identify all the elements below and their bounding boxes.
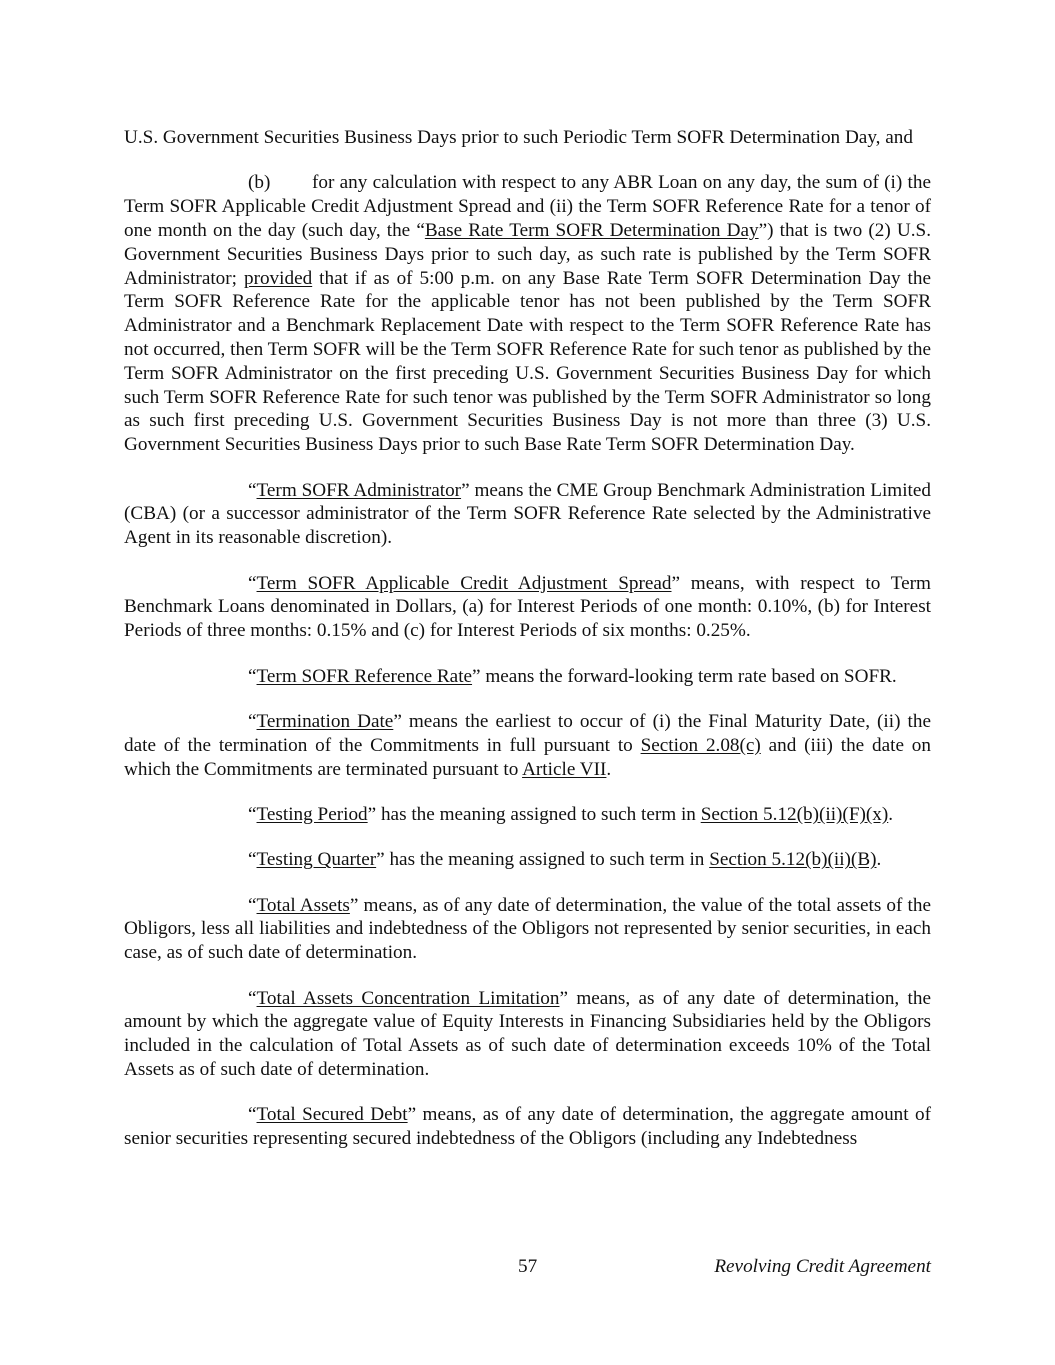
text-run: . [876, 849, 882, 871]
defined-term: provided [243, 267, 313, 289]
text-run: “ [248, 479, 257, 501]
text-run: . [888, 803, 894, 825]
defined-term: Term SOFR Administrator [256, 479, 462, 501]
text-run: ”) that is two (2) U.S. Government Securities Business Days prior to such day, as such rate is published by the Term SOFR Administrator; [124, 219, 931, 289]
text-run: ” means, as of any date of determination, the amount by which the aggregate value of Equity Interests in Financing Subsidiaries held by the Obligors included in the calculation of Total Assets as of such date of determination exceeds 10% of the Total Assets as of such date of determination. [124, 987, 931, 1081]
text-run: . [606, 758, 612, 780]
text-run: ” means, as of any date of determination, the aggregate amount of senior securities representing secured indebtedness of the Obligors (including any Indebtedness [124, 1104, 931, 1150]
text-run: for any calculation with respect to any ABR Loan on any day, the sum of (i) the Term SOFR Applicable Credit Adjustment Spread and (ii) the Term SOFR Reference Rate for a tenor of one month on the day (such day, the “ [124, 172, 931, 241]
paragraph [124, 126, 931, 150]
page-number: 57 [518, 1256, 538, 1277]
paragraph [124, 987, 931, 1082]
text-run: ” has the meaning assigned to such term in [367, 803, 701, 825]
paragraph [124, 1103, 931, 1151]
text-run: “ [248, 665, 257, 687]
text-run: “ [248, 803, 257, 825]
clause-label: (b) [248, 172, 271, 194]
defined-term: Total Assets [256, 894, 350, 916]
text-run: “ [248, 710, 257, 732]
defined-term: Total Assets Concentration Limitation [256, 987, 560, 1009]
document-body [124, 126, 931, 1173]
text-run: U.S. Government Securities Business Days prior to such Periodic Term SOFR Determination Day, and [124, 127, 913, 148]
defined-term: Section 2.08(c) [640, 734, 761, 756]
defined-term: Term SOFR Applicable Credit Adjustment Spread [256, 572, 672, 594]
text-run: ” means the forward-looking term rate based on SOFR. [472, 665, 897, 687]
defined-term: Testing Quarter [256, 849, 377, 871]
text-run: ” means, as of any date of determination, the value of the total assets of the Obligors, less all liabilities and indebtedness of the Obligors not represented by senior securities, in each case, as of such date of determination. [124, 894, 931, 964]
paragraph [124, 848, 931, 872]
text-run: “ [248, 894, 257, 916]
paragraph [124, 572, 931, 643]
paragraph [124, 479, 931, 550]
text-run: “ [248, 849, 257, 871]
defined-term: Section 5.12(b)(ii)(F)(x) [700, 803, 889, 825]
defined-term: Term SOFR Reference Rate [256, 665, 473, 687]
text-run: ” has the meaning assigned to such term in [376, 849, 710, 871]
defined-term: Testing Period [256, 803, 368, 825]
document-title: Revolving Credit Agreement [714, 1256, 931, 1277]
page-footer [124, 1256, 931, 1280]
paragraph [124, 803, 931, 827]
paragraph [124, 171, 931, 457]
defined-term: Termination Date [256, 710, 394, 732]
text-run: and (iii) the date on which the Commitments are terminated pursuant to [124, 734, 931, 780]
defined-term: Base Rate Term SOFR Determination Day [424, 219, 759, 241]
paragraph [124, 665, 931, 689]
text-run: “ [248, 1104, 257, 1126]
text-run: ” means the earliest to occur of (i) the Final Maturity Date, (ii) the date of the termination of the Commitments in full pursuant to [124, 710, 931, 756]
text-run: “ [248, 572, 257, 594]
text-run: that if as of 5:00 p.m. on any Base Rate Term SOFR Determination Day the Term SOFR Reference Rate for the applicable tenor has not been published by the Term SOFR Administrator and a Benchmark Replacement Date with respect to the Term SOFR Reference Rate has not occurred, then Term SOFR will be the Term SOFR Reference Rate for such tenor as published by the Term SOFR Administrator on the first preceding U.S. Government Securities Business Day for which such Term SOFR Reference Rate for such tenor was published by the Term SOFR Administrator so long as such first preceding U.S. Government Securities Business Day is not more than three (3) U.S. Government Securities Business Days prior to such Base Rate Term SOFR Determination Day. [124, 267, 931, 456]
paragraph [124, 894, 931, 965]
defined-term: Section 5.12(b)(ii)(B) [709, 849, 877, 871]
paragraph [124, 710, 931, 781]
defined-term: Total Secured Debt [256, 1104, 408, 1126]
text-run: ” means, with respect to Term Benchmark Loans denominated in Dollars, (a) for Interest Periods of one month: 0.10%, (b) for Interest Periods of three months: 0.15% and (c) for Interest Periods of six months: 0.25%. [124, 572, 931, 642]
text-run: ” means the CME Group Benchmark Administration Limited (CBA) (or a successor administrator of the Term SOFR Reference Rate selected by the Administrative Agent in its reasonable discretion). [124, 479, 931, 549]
defined-term: Article VII [522, 758, 607, 780]
text-run: “ [248, 987, 257, 1009]
